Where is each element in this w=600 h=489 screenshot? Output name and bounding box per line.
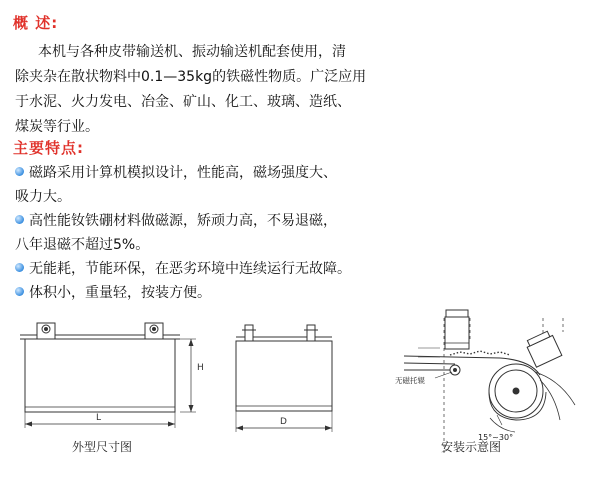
features-heading: 主要特点: — [13, 139, 84, 157]
dim-label-l: L — [96, 413, 102, 423]
install-caption: 安装示意图 — [441, 440, 502, 454]
dims-caption: 外型尺寸图 — [72, 440, 133, 454]
front-view-drawing — [20, 323, 196, 428]
overview-line-2: 除夹杂在散状物料中0.1—35kg的铁磁性物质。广泛应用 — [15, 69, 367, 85]
feature-item-1-cont: 吸力大。 — [15, 189, 71, 205]
dim-label-d: D — [280, 417, 287, 427]
side-view-drawing — [236, 325, 332, 432]
overview-line-3: 于水泥、火力发电、冶金、矿山、化工、玻璃、造纸、 — [15, 94, 351, 110]
overview-line-1: 本机与各种皮带输送机、振动输送机配套使用，清 — [38, 44, 346, 60]
label-install-angle: 15°~30° — [478, 433, 514, 442]
feature-item-3: 无能耗，节能环保，在恶劣环境中连续运行无故障。 — [15, 257, 351, 281]
feature-item-1: 磁路采用计算机模拟设计，性能高，磁场强度大、 — [15, 161, 337, 185]
overview-line-4: 煤炭等行业。 — [15, 119, 99, 135]
label-nonmagnetic-roller: 无磁托辊 — [395, 376, 425, 385]
feature-item-2: 高性能钕铁硼材料做磁源，矫顽力高，不易退磁， — [15, 209, 337, 233]
dim-label-h: H — [197, 363, 204, 373]
overview-heading: 概 述: — [13, 14, 59, 32]
feature-item-4: 体积小，重量轻，按装方便。 — [15, 281, 211, 305]
feature-item-2-cont: 八年退磁不超过5%。 — [15, 237, 150, 253]
